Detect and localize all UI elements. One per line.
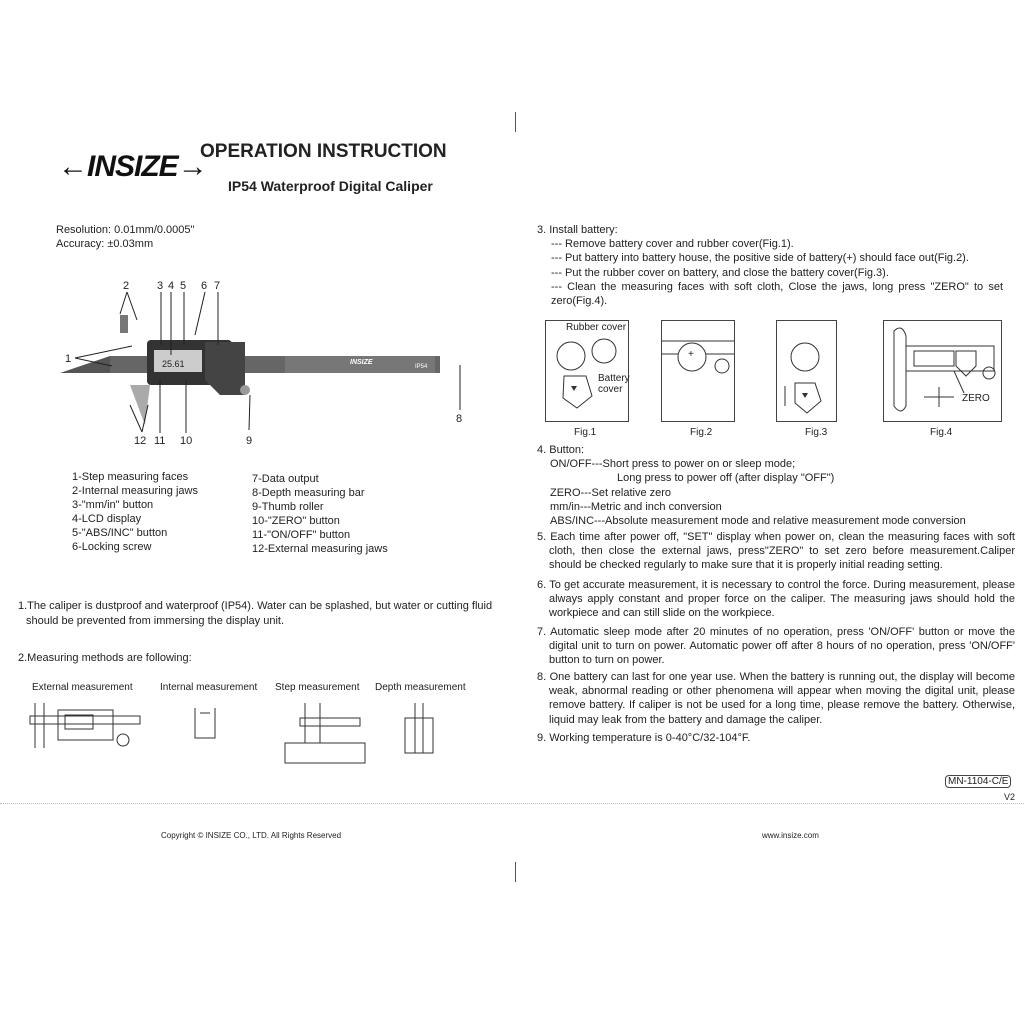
scale-brand: INSIZE	[350, 359, 373, 366]
item-3-step: --- Put battery into battery house, the positive side of battery(+) should face out(Fig.2).	[551, 252, 969, 265]
item-1: 1.The caliper is dustproof and waterproof (IP54). Water can be splashed, but water or cutting fluid should be prevented from immersing the display unit.	[18, 600, 493, 627]
callout-9: 9	[246, 435, 253, 447]
method-label: Step measurement	[275, 682, 360, 693]
callout-4: 4	[168, 280, 175, 292]
item-3-step: --- Put the rubber cover on battery, and close the battery cover(Fig.3).	[551, 266, 889, 279]
part-item: 1-Step measuring faces	[72, 471, 189, 483]
item-5: 5. Each time after power off, "SET" display when power on, clean the measuring faces with soft cloth, then close the external jaws, press"ZERO" to set zero before measurement.Caliper should be checked regularly to make sure that it is properly initial reading setting.	[537, 531, 1015, 572]
page-title: OPERATION INSTRUCTION	[200, 141, 447, 162]
part-item: 6-Locking screw	[72, 541, 152, 553]
part-item: 11-"ON/OFF" button	[252, 529, 351, 541]
divider	[0, 803, 1024, 804]
arrow-left-icon: ←	[58, 150, 87, 183]
button-desc: ABS/INC---Absolute measurement mode and relative measurement mode conversion	[550, 515, 966, 528]
caliper-diagram	[50, 270, 480, 450]
item-3-step: --- Clean the measuring faces with soft cloth, Close the jaws, long press "ZERO" to set zero(Fig.4).	[551, 280, 1003, 308]
website: www.insize.com	[762, 831, 819, 840]
method-label: Depth measurement	[375, 682, 466, 693]
figure-2	[661, 320, 735, 422]
document-code: MN-1104-C/E	[945, 775, 1011, 788]
method-label: Internal measurement	[160, 682, 258, 693]
item-8: 8. One battery can last for one year use. When the battery is running out, the display will become weak, abnormal reading or other phenomena will appear when moving the digital unit, please remove battery. If caliper is not be used for a long time, please remove the battery. Otherwise, liquid may leak from the battery and damage the caliper.	[537, 671, 1015, 726]
part-item: 2-Internal measuring jaws	[72, 485, 198, 497]
part-item: 5-"ABS/INC" button	[72, 527, 168, 539]
part-item: 12-External measuring jaws	[252, 543, 388, 555]
part-item: 10-"ZERO" button	[252, 515, 340, 527]
figure-4-caption: Fig.4	[930, 427, 953, 438]
part-item: 7-Data output	[252, 473, 319, 485]
logo-text: INSIZE	[87, 150, 178, 183]
figure-4	[883, 320, 1002, 422]
item-7: 7. Automatic sleep mode after 20 minutes of no operation, press 'ON/OFF' button or move the digital unit to turn on power. Automatic power off after 8 hours of no operation, press 'ON/OFF' button to turn on power.	[537, 626, 1015, 667]
item-6: 6. To get accurate measurement, it is necessary to control the force. During measurement, please always apply constant and proper force on the caliper. The measuring jaws should hold the workpiece and can still slide on the workpiece.	[537, 579, 1015, 620]
fold-line-bottom	[515, 862, 516, 882]
callout-2: 2	[123, 280, 130, 292]
callout-11: 11	[154, 435, 166, 447]
item-3-title: 3. Install battery:	[537, 224, 618, 236]
item-3-step: --- Remove battery cover and rubber cover(Fig.1).	[551, 238, 794, 251]
item-3	[537, 223, 1003, 308]
item-4	[537, 443, 966, 528]
insize-logo	[58, 150, 207, 184]
part-item: 9-Thumb roller	[252, 501, 324, 513]
button-desc: ZERO---Set relative zero	[550, 486, 672, 499]
resolution: Resolution: 0.01mm/0.0005"	[56, 224, 195, 236]
figure-1-caption: Fig.1	[574, 427, 597, 438]
callout-6: 6	[201, 280, 208, 292]
callout-1: 1	[65, 353, 72, 365]
figure-2-caption: Fig.2	[690, 427, 713, 438]
item-9: 9. Working temperature is 0-40°C/32-104°F.	[537, 732, 751, 744]
copyright: Copyright © INSIZE CO., LTD. All Rights Reserved	[161, 831, 342, 840]
battery-plus-sign: +	[688, 349, 694, 360]
figure-1	[545, 320, 629, 422]
figure-3-caption: Fig.3	[805, 427, 828, 438]
zero-label: ZERO	[962, 393, 990, 404]
part-item: 8-Depth measuring bar	[252, 487, 365, 499]
method-label: External measurement	[32, 682, 133, 693]
callout-7: 7	[214, 280, 221, 292]
callout-10: 10	[180, 435, 193, 447]
item-4-title: 4. Button:	[537, 444, 585, 456]
scale-mark: IP54	[415, 364, 428, 370]
accuracy: Accuracy: ±0.03mm	[56, 237, 154, 250]
button-desc: Long press to power off (after display "OFF")	[617, 472, 835, 485]
callout-3: 3	[157, 280, 164, 292]
rubber-cover-label: Rubber cover	[566, 322, 627, 333]
part-item: 3-"mm/in" button	[72, 499, 154, 511]
lcd-reading: 25.61	[162, 359, 185, 369]
battery-cover-label: Battery cover	[598, 373, 630, 395]
callout-5: 5	[180, 280, 187, 292]
page-subtitle: IP54 Waterproof Digital Caliper	[228, 178, 433, 194]
callout-12: 12	[134, 435, 147, 447]
version: V2	[1004, 792, 1016, 802]
parts-list-left	[72, 470, 198, 554]
figure-3	[776, 320, 837, 422]
item-2: 2.Measuring methods are following:	[18, 652, 192, 664]
specs	[56, 224, 194, 251]
button-desc: ON/OFF---Short press to power on or sleep mode;	[550, 458, 796, 471]
arrow-right-icon: →	[177, 150, 207, 183]
fold-line-top	[515, 112, 516, 132]
button-desc: mm/in---Metric and inch conversion	[550, 500, 722, 513]
callout-8: 8	[456, 413, 463, 425]
part-item: 4-LCD display	[72, 513, 142, 525]
parts-list-right	[252, 472, 388, 556]
measurement-methods-illustration	[20, 698, 480, 770]
